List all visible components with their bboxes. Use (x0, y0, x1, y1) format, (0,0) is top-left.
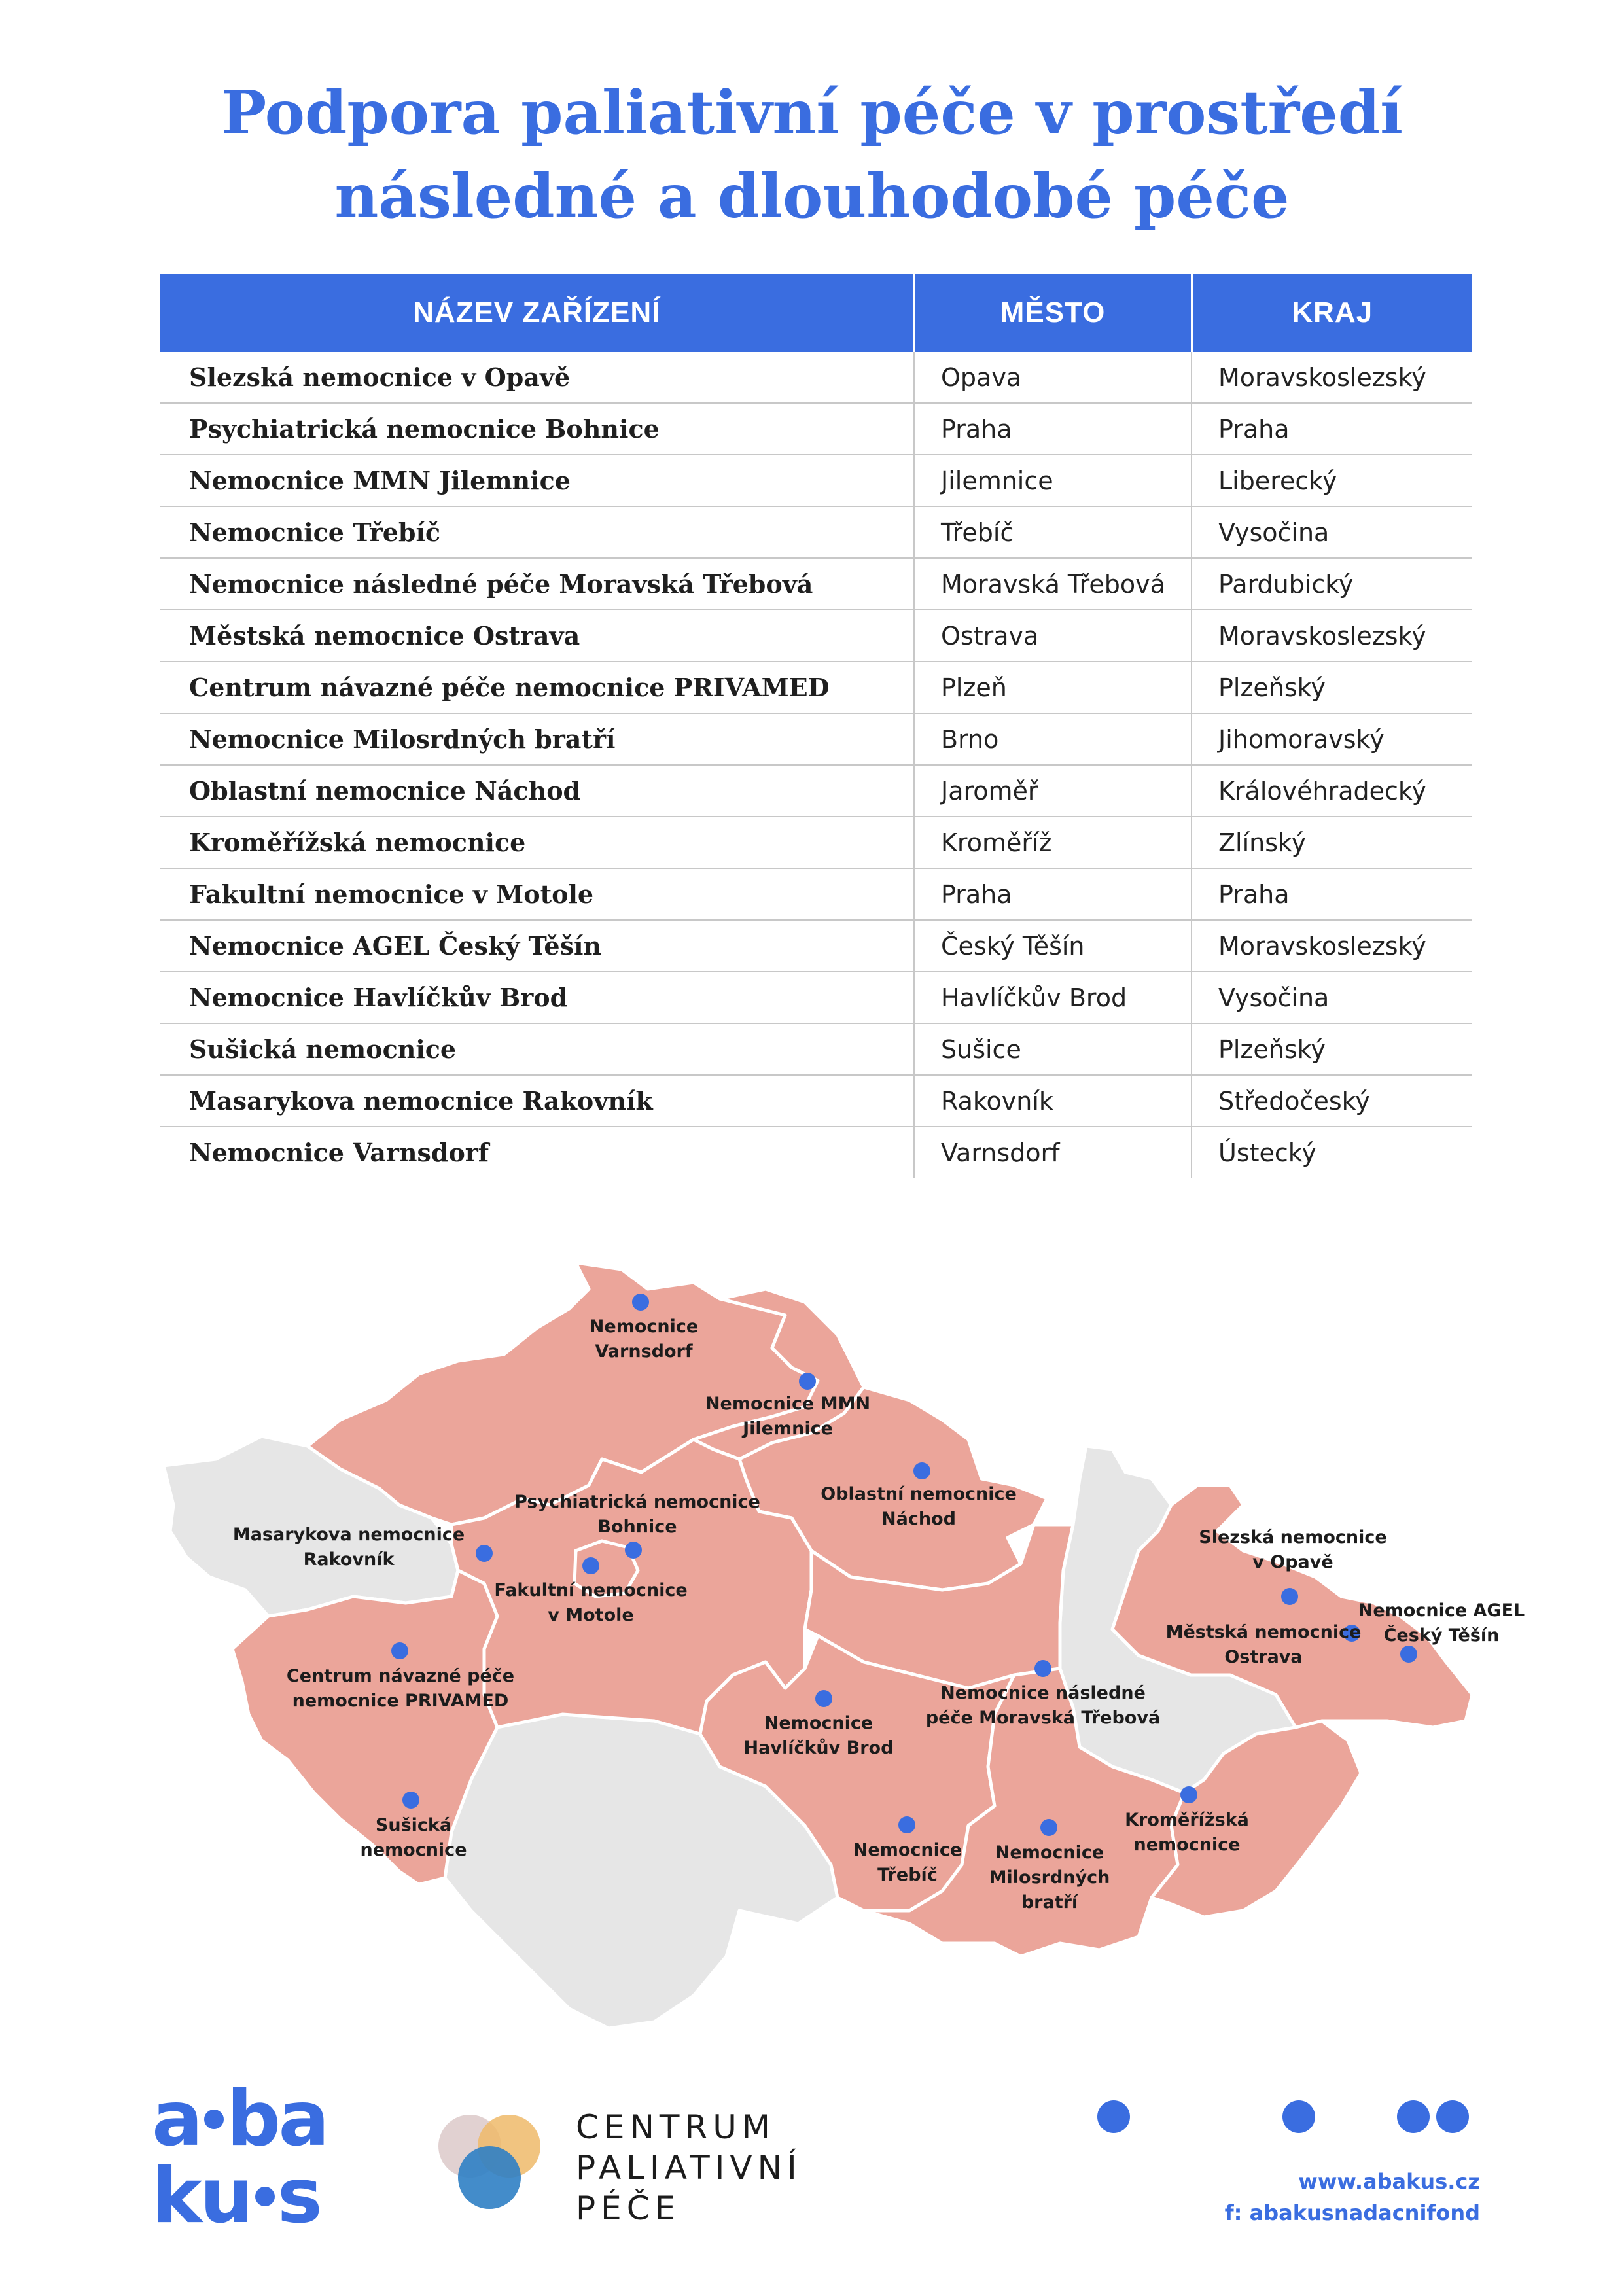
city-cell: Praha (914, 868, 1192, 920)
marker-jilemnice (799, 1373, 816, 1390)
facility-name-cell: Nemocnice Havlíčkův Brod (160, 972, 914, 1023)
cpp-line-2: PALIATIVNÍ (576, 2149, 802, 2187)
city-cell: Moravská Třebová (914, 558, 1192, 610)
map-label-jilemnice: Nemocnice MMN Jilemnice (705, 1394, 871, 1439)
marker-rakovnik (476, 1545, 493, 1562)
facility-name-cell: Nemocnice následné péče Moravská Třebová (160, 558, 914, 610)
region-cell: Zlínský (1192, 817, 1472, 868)
marker-opava (1281, 1588, 1298, 1605)
city-cell: Plzeň (914, 662, 1192, 713)
city-cell: Sušice (914, 1023, 1192, 1075)
region-cell: Středočeský (1192, 1075, 1472, 1127)
facility-name-cell: Slezská nemocnice v Opavě (160, 352, 914, 403)
table-row (160, 868, 1472, 920)
table-row (160, 610, 1472, 662)
facility-name-cell: Nemocnice Milosrdných bratří (160, 713, 914, 765)
region-cell: Plzeňský (1192, 662, 1472, 713)
region-cell: Jihomoravský (1192, 713, 1472, 765)
city-cell: Český Těšín (914, 920, 1192, 972)
region-cell: Moravskoslezský (1192, 920, 1472, 972)
map-label-opava: Slezská nemocnice v Opavě (1199, 1527, 1387, 1572)
marker-nachod (913, 1462, 930, 1479)
title-line-2: následné a dlouhodobé péče (334, 161, 1290, 232)
map-label-varnsdorf: Nemocnice Varnsdorf (589, 1316, 699, 1362)
map-label-kromeriz: Kroměřížská nemocnice (1125, 1810, 1249, 1855)
facility-name-cell: Kroměřížská nemocnice (160, 817, 914, 868)
region-cell: Liberecký (1192, 455, 1472, 506)
table-row (160, 972, 1472, 1023)
region-cell: Vysočina (1192, 972, 1472, 1023)
region-cell: Plzeňský (1192, 1023, 1472, 1075)
city-cell: Jaroměř (914, 765, 1192, 817)
city-cell: Varnsdorf (914, 1127, 1192, 1178)
region-cell: Praha (1192, 403, 1472, 455)
city-cell: Havlíčkův Brod (914, 972, 1192, 1023)
table-row (160, 713, 1472, 765)
map-label-trebic: Nemocnice Třebíč (853, 1840, 962, 1885)
facility-name-cell: Nemocnice Varnsdorf (189, 1138, 489, 1167)
marker-moravska_trebova (1034, 1660, 1051, 1677)
contacts (1225, 2166, 1480, 2229)
region-cell: Moravskoslezský (1192, 610, 1472, 662)
facilities-table (160, 274, 1472, 1178)
region-cell: Pardubický (1192, 558, 1472, 610)
region-cell: Praha (1192, 868, 1472, 920)
facility-name-cell: Nemocnice Třebíč (160, 506, 914, 558)
header-city: MĚSTO (914, 274, 1192, 352)
region-cell: Vysočina (1192, 506, 1472, 558)
table-row (160, 920, 1472, 972)
page-title (0, 71, 1624, 238)
facility-name-cell: Psychiatrická nemocnice Bohnice (160, 403, 914, 455)
header-region: KRAJ (1192, 274, 1472, 352)
facility-name-cell: Oblastní nemocnice Náchod (160, 765, 914, 817)
city-cell: Kroměříž (914, 817, 1192, 868)
marker-havlickuv_brod (815, 1690, 832, 1707)
table-row (160, 817, 1472, 868)
map-label-brno: Nemocnice Milosrdných bratří (989, 1843, 1110, 1913)
marker-kromeriz (1180, 1786, 1197, 1803)
region-cell: Ústecký (1192, 1127, 1472, 1178)
table-row (160, 1127, 1472, 1178)
facility-name-cell: Nemocnice AGEL Český Těšín (160, 920, 914, 972)
website-link[interactable]: www.abakus.cz (1298, 2169, 1480, 2194)
facility-name-cell: Masarykova nemocnice Rakovník (160, 1075, 914, 1127)
decorative-dots-icon (1086, 2097, 1479, 2136)
map-label-ostrava: Městská nemocnice Ostrava (1165, 1622, 1362, 1667)
facility-name-cell: Centrum návazné péče nemocnice PRIVAMED (160, 662, 914, 713)
city-cell: Třebíč (914, 506, 1192, 558)
cpp-logo-text (576, 2107, 802, 2229)
abakus-logo-row-2: ku s (152, 2152, 320, 2240)
marker-susice (402, 1792, 419, 1809)
cpp-line-1: CENTRUM (576, 2108, 775, 2146)
abakus-logo (152, 2075, 361, 2240)
city-cell: Opava (914, 352, 1192, 403)
table-row (160, 352, 1472, 403)
marker-privamed (391, 1642, 408, 1659)
map-label-tesin: Nemocnice AGEL Český Těšín (1358, 1600, 1525, 1646)
marker-brno (1040, 1819, 1057, 1836)
city-cell: Ostrava (914, 610, 1192, 662)
city-cell: Rakovník (914, 1075, 1192, 1127)
city-cell: Jilemnice (914, 455, 1192, 506)
map-label-nachod: Oblastní nemocnice Náchod (821, 1484, 1017, 1529)
city-cell: Praha (914, 403, 1192, 455)
table-row (160, 558, 1472, 610)
facility-name-cell: Nemocnice MMN Jilemnice (160, 455, 914, 506)
table-row (160, 506, 1472, 558)
marker-motol (582, 1557, 599, 1574)
title-line-1: Podpora paliativní péče v prostředí (221, 77, 1403, 148)
facility-name-cell: Sušická nemocnice (160, 1023, 914, 1075)
map-label-havlickuv_brod: Nemocnice Havlíčkův Brod (743, 1713, 894, 1758)
map-label-rakovnik: Masarykova nemocnice Rakovník (232, 1525, 465, 1570)
cpp-line-3: PÉČE (576, 2189, 681, 2227)
map-label-bohnice: Psychiatrická nemocnice Bohnice (514, 1492, 760, 1537)
table-row (160, 1023, 1472, 1075)
facility-name-cell: Fakultní nemocnice v Motole (160, 868, 914, 920)
table-row (160, 455, 1472, 506)
marker-varnsdorf (632, 1294, 649, 1311)
abakus-logo-row-1: a ba (152, 2075, 327, 2163)
map-label-motol: Fakultní nemocnice v Motole (494, 1580, 688, 1625)
table-row (160, 765, 1472, 817)
table-row (160, 1075, 1472, 1127)
facility-name-cell: Městská nemocnice Ostrava (160, 610, 914, 662)
marker-tesin (1400, 1646, 1417, 1663)
facebook-link[interactable]: f: abakusnadacnifond (1224, 2200, 1480, 2225)
map-label-susice: Sušická nemocnice (360, 1815, 467, 1860)
cpp-logo-circles-icon (425, 2100, 556, 2218)
region-cell: Moravskoslezský (1192, 352, 1472, 403)
map-label-moravska_trebova: Nemocnice následné péče Moravská Třebová (925, 1683, 1161, 1728)
region-cell: Královéhradecký (1192, 765, 1472, 817)
czech-map (0, 1243, 1624, 2068)
map-label-privamed: Centrum návazné péče nemocnice PRIVAMED (286, 1666, 515, 1711)
marker-bohnice (625, 1542, 642, 1559)
table-header-row (160, 274, 1472, 352)
table-row (160, 403, 1472, 455)
header-facility-name: NÁZEV ZAŘÍZENÍ (160, 274, 914, 352)
marker-trebic (898, 1816, 915, 1833)
table-row (160, 662, 1472, 713)
city-cell: Brno (914, 713, 1192, 765)
